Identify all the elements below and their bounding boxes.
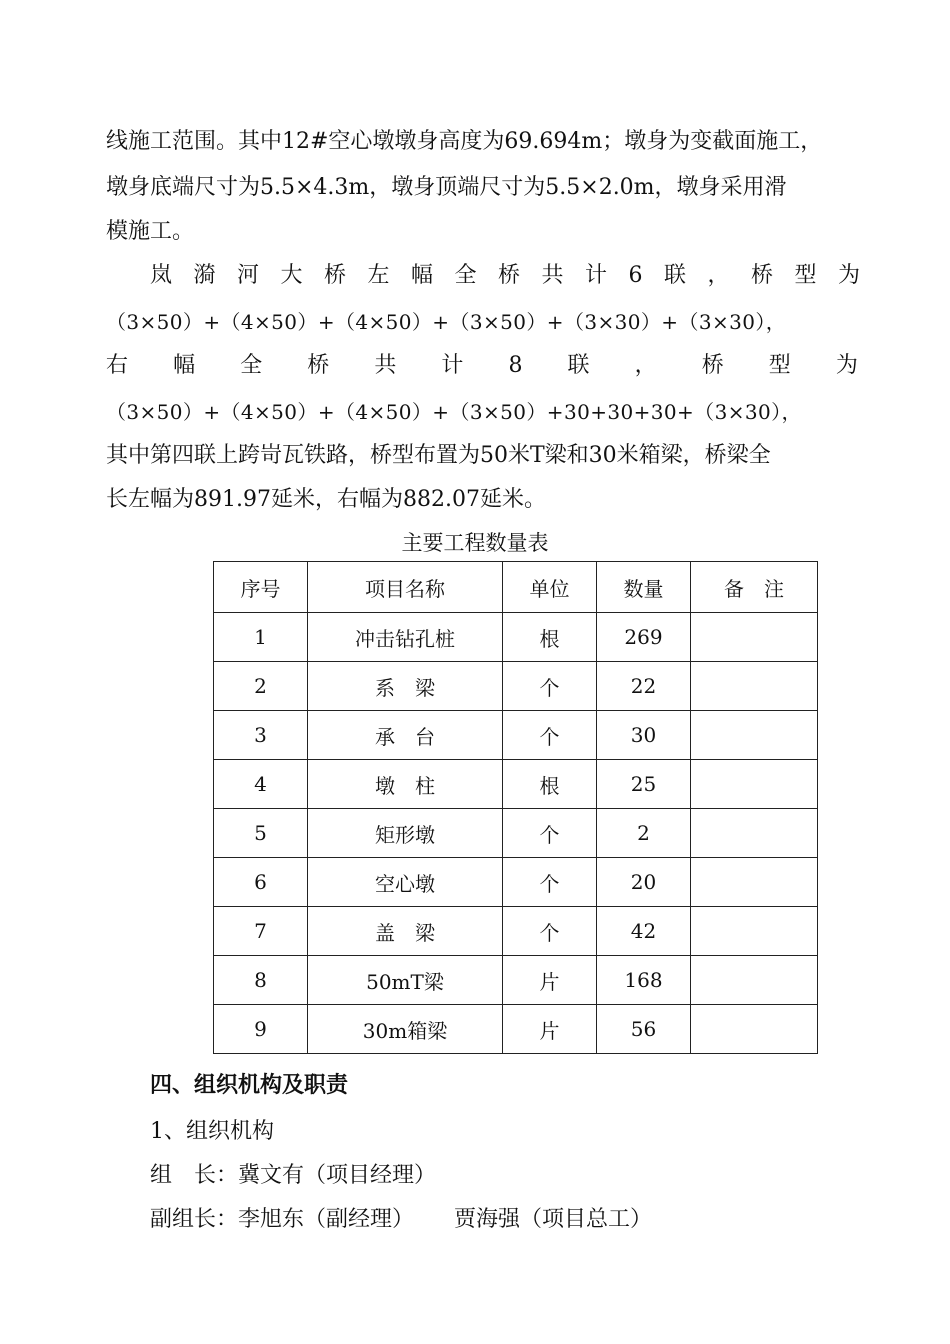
table-row	[214, 1005, 818, 1054]
table-row	[214, 907, 818, 956]
table-row	[214, 613, 818, 662]
word: 河	[237, 263, 260, 288]
table-row	[214, 956, 818, 1005]
cell-quantity: 2	[597, 809, 691, 858]
word: 桥	[307, 353, 330, 378]
justified-line	[150, 262, 860, 290]
word: ，	[634, 353, 657, 378]
cell-unit: 片	[503, 1005, 597, 1054]
cell-quantity: 22	[597, 662, 691, 711]
word: 桥	[750, 263, 773, 288]
word: 共	[374, 353, 397, 378]
cell-item-name: 30m箱梁	[308, 1005, 503, 1054]
table-row	[214, 858, 818, 907]
cell-remark	[691, 711, 818, 760]
word: 全	[454, 263, 477, 288]
cell-unit: 根	[503, 613, 597, 662]
cell-remark	[691, 662, 818, 711]
section-heading: 四、组织机构及职责	[150, 1073, 349, 1098]
cell-quantity: 30	[597, 711, 691, 760]
cell-index: 6	[214, 858, 308, 907]
word: 桥	[324, 263, 347, 288]
cell-unit: 个	[503, 907, 597, 956]
cell-quantity: 20	[597, 858, 691, 907]
cell-unit: 个	[503, 662, 597, 711]
word: 为	[835, 353, 858, 378]
paragraph-line: 线施工范围。其中12#空心墩墩身高度为69.694m；墩身为变截面施工，	[106, 129, 823, 154]
subsection-title: 1、组织机构	[150, 1119, 274, 1144]
cell-unit: 个	[503, 711, 597, 760]
paragraph-line: （3×50）+（4×50）+（4×50）+（3×50）+30+30+30+（3×30），	[106, 400, 802, 424]
word: 岚	[150, 263, 173, 288]
word: 桥	[498, 263, 521, 288]
cell-item-name: 系 梁	[308, 662, 503, 711]
cell-index: 1	[214, 613, 308, 662]
header-unit: 单位	[503, 562, 597, 613]
cell-quantity: 269	[597, 613, 691, 662]
word: 桥	[701, 353, 724, 378]
cell-remark	[691, 760, 818, 809]
paragraph-line: （3×50）+（4×50）+（4×50）+（3×50）+（3×30）+（3×30），	[106, 310, 787, 334]
cell-quantity: 42	[597, 907, 691, 956]
cell-item-name: 空心墩	[308, 858, 503, 907]
paragraph-line: 模施工。	[106, 219, 195, 244]
cell-unit: 根	[503, 760, 597, 809]
table-header-row	[214, 562, 818, 613]
header-item-name: 项目名称	[308, 562, 503, 613]
header-quantity: 数量	[597, 562, 691, 613]
table-row	[214, 662, 818, 711]
cell-unit: 个	[503, 809, 597, 858]
word: 幅	[411, 263, 434, 288]
cell-index: 3	[214, 711, 308, 760]
word: 右	[106, 353, 129, 378]
cell-quantity: 25	[597, 760, 691, 809]
cell-remark	[691, 907, 818, 956]
cell-unit: 片	[503, 956, 597, 1005]
word: 6	[628, 263, 643, 288]
paragraph-line: 长左幅为891.97延米，右幅为882.07延米。	[106, 487, 546, 512]
cell-index: 9	[214, 1005, 308, 1054]
paragraph-line: 墩身底端尺寸为5.5×4.3m，墩身顶端尺寸为5.5×2.0m，墩身采用滑	[106, 175, 787, 200]
table-row	[214, 809, 818, 858]
table-row	[214, 760, 818, 809]
cell-item-name: 冲击钻孔桩	[308, 613, 503, 662]
table-row	[214, 711, 818, 760]
cell-index: 2	[214, 662, 308, 711]
word: 型	[768, 353, 791, 378]
word: 幅	[173, 353, 196, 378]
word: 型	[794, 263, 817, 288]
cell-remark	[691, 613, 818, 662]
cell-index: 7	[214, 907, 308, 956]
justified-line	[106, 352, 858, 380]
word: ，	[707, 263, 730, 288]
word: 计	[585, 263, 608, 288]
paragraph-line: 其中第四联上跨岢瓦铁路，桥型布置为50米T梁和30米箱梁，桥梁全	[106, 443, 771, 468]
cell-unit: 个	[503, 858, 597, 907]
word: 联	[663, 263, 686, 288]
word: 全	[240, 353, 263, 378]
word: 8	[508, 353, 523, 378]
cell-remark	[691, 858, 818, 907]
cell-remark	[691, 809, 818, 858]
cell-item-name: 矩形墩	[308, 809, 503, 858]
cell-item-name: 盖 梁	[308, 907, 503, 956]
word: 计	[441, 353, 464, 378]
word: 为	[837, 263, 860, 288]
quantity-table	[213, 561, 818, 1054]
cell-item-name: 承 台	[308, 711, 503, 760]
cell-remark	[691, 1005, 818, 1054]
cell-index: 8	[214, 956, 308, 1005]
cell-item-name: 墩 柱	[308, 760, 503, 809]
word: 大	[280, 263, 303, 288]
header-index: 序号	[214, 562, 308, 613]
table-body	[214, 613, 818, 1054]
cell-index: 5	[214, 809, 308, 858]
leader-line: 组 长：冀文有（项目经理）	[150, 1163, 437, 1188]
cell-remark	[691, 956, 818, 1005]
table-caption: 主要工程数量表	[401, 531, 549, 555]
word: 共	[541, 263, 564, 288]
cell-quantity: 168	[597, 956, 691, 1005]
word: 漪	[193, 263, 216, 288]
word: 左	[367, 263, 390, 288]
deputy-line: 副组长：李旭东（副经理） 贾海强（项目总工）	[150, 1207, 652, 1232]
cell-quantity: 56	[597, 1005, 691, 1054]
header-remark: 备 注	[691, 562, 818, 613]
word: 联	[567, 353, 590, 378]
cell-item-name: 50mT梁	[308, 956, 503, 1005]
cell-index: 4	[214, 760, 308, 809]
